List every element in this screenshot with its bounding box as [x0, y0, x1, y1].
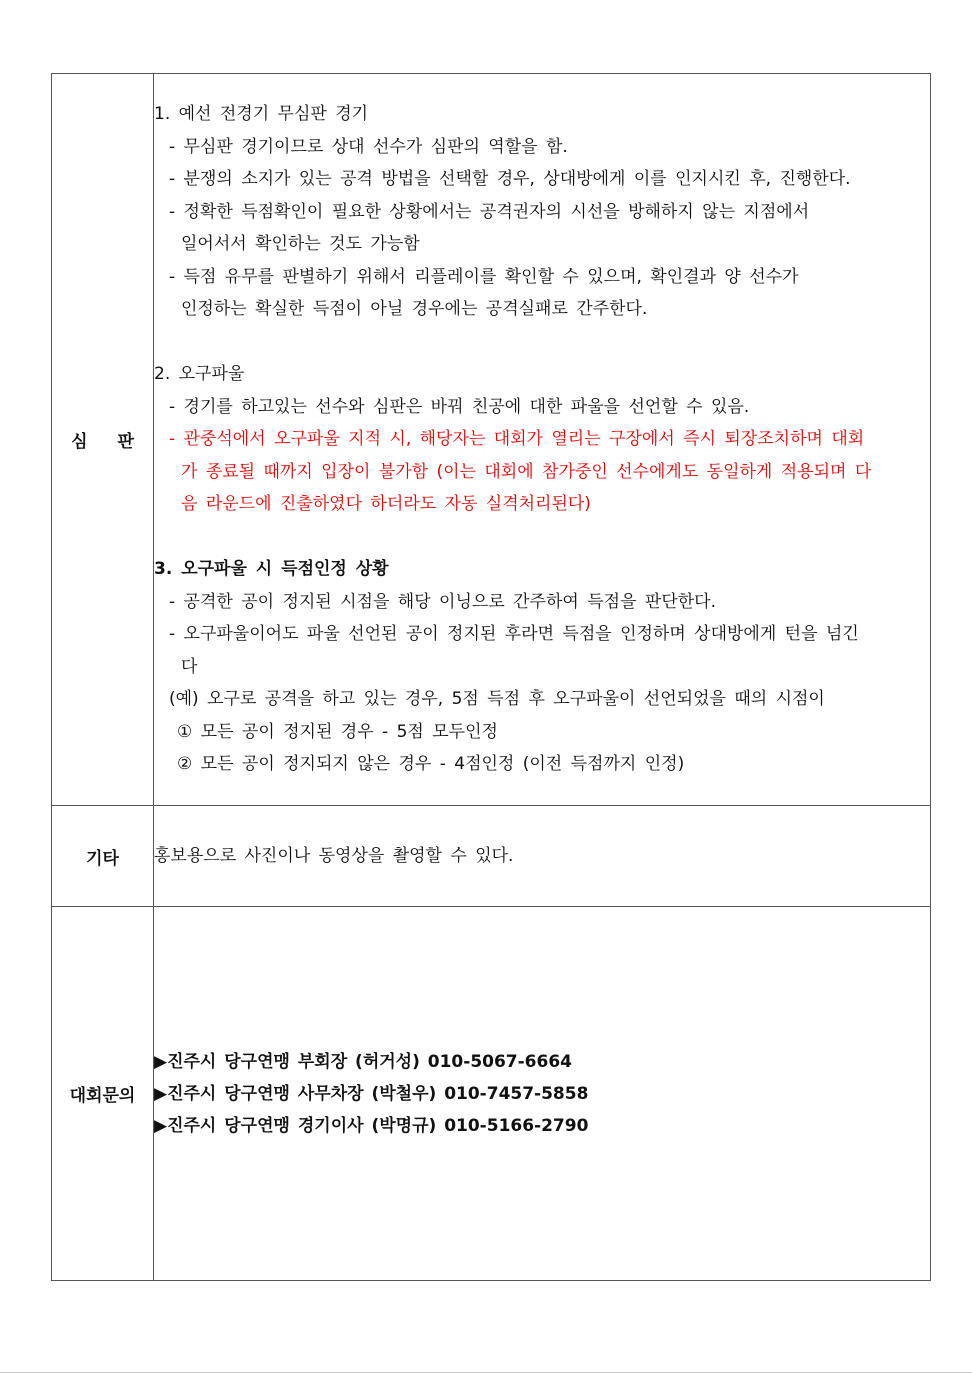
section-1-line-1: - 무심판 경기이므로 상대 선수가 심판의 역할을 함.	[169, 136, 568, 157]
section-3-line-1: - 공격한 공이 정지된 시점을 해당 이닝으로 간주하여 득점을 판단한다.	[169, 591, 716, 612]
referee-content	[154, 74, 931, 806]
referee-label: 심 판	[52, 74, 154, 806]
contact-label: 대회문의	[52, 907, 154, 1281]
section-2-line-2b: 가 종료될 때까지 입장이 불가함 (이는 대회에 참가중인 선수에게도 동일하게 적용되며 다	[181, 461, 872, 482]
etc-content	[154, 806, 931, 907]
etc-text: 홍보용으로 사진이나 동영상을 촬영할 수 있다.	[154, 845, 514, 866]
section-2-line-2a: - 관중석에서 오구파울 지적 시, 해당자는 대회가 열리는 구장에서 즉시 퇴장조치하며 대회	[169, 429, 865, 450]
section-1-heading: 1. 예선 전경기 무심판 경기	[154, 104, 369, 125]
contact-line: ▶진주시 당구연맹 부회장 (허거성) 010-5067-6664	[154, 1051, 572, 1072]
contact-content	[154, 907, 931, 1281]
section-3-heading: 3. 오구파울 시 득점인정 상황	[154, 559, 389, 580]
section-1-line-3b: 일어서서 확인하는 것도 가능함	[181, 234, 420, 255]
rules-table	[51, 73, 931, 1281]
section-1-line-4b: 인정하는 확실한 득점이 아닐 경우에는 공격실패로 간주한다.	[181, 299, 648, 320]
section-2-line-1: - 경기를 하고있는 선수와 심판은 바꿔 친공에 대한 파울을 선언할 수 있음.	[169, 396, 750, 417]
section-2-line-2c: 음 라운드에 진출하였다 하더라도 자동 실격처리된다)	[181, 494, 591, 515]
spacer	[154, 326, 930, 359]
page-bottom-edge	[0, 1372, 972, 1373]
section-1-line-4a: - 득점 유무를 판별하기 위해서 리플레이를 확인할 수 있으며, 확인결과 양 선수가	[169, 266, 799, 287]
section-2-heading: 2. 오구파울	[154, 364, 245, 385]
etc-row	[52, 806, 931, 907]
section-1-line-2: - 분쟁의 소지가 있는 공격 방법을 선택할 경우, 상대방에게 이를 인지시킨 후, 진행한다.	[169, 169, 851, 190]
section-1-line-3a: - 정확한 득점확인이 필요한 상황에서는 공격권자의 시선을 방해하지 않는 지점에서	[169, 201, 810, 222]
contact-line: ▶진주시 당구연맹 경기이사 (박명규) 010-5166-2790	[154, 1115, 589, 1136]
section-3-line-2a: - 오구파울이어도 파울 선언된 공이 정지된 후라면 득점을 인정하며 상대방에게 턴을 넘긴	[169, 624, 859, 645]
contact-row	[52, 907, 931, 1281]
section-3-case-2: ② 모든 공이 정지되지 않은 경우 - 4점인정 (이전 득점까지 인정)	[177, 754, 685, 775]
referee-row	[52, 74, 931, 806]
spacer	[154, 521, 930, 554]
etc-label: 기타	[52, 806, 154, 907]
contact-line: ▶진주시 당구연맹 사무차장 (박철우) 010-7457-5858	[154, 1083, 589, 1104]
section-3-example: (예) 오구로 공격을 하고 있는 경우, 5점 득점 후 오구파울이 선언되었을 때의 시점이	[169, 689, 825, 710]
section-3-line-2b: 다	[181, 656, 198, 677]
section-3-case-1: ① 모든 공이 정지된 경우 - 5점 모두인정	[177, 721, 498, 742]
